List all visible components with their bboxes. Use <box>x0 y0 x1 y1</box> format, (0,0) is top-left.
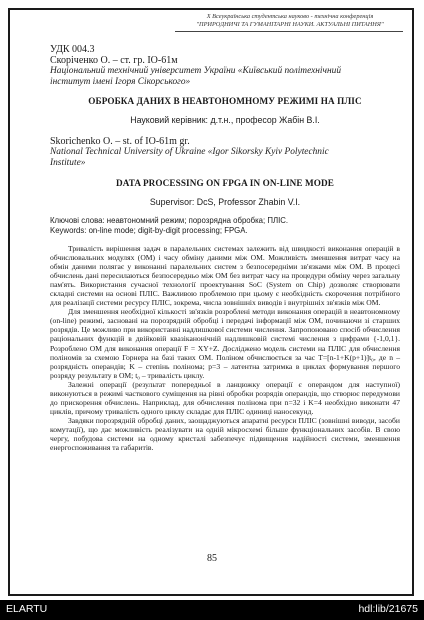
page-number: 85 <box>207 553 217 564</box>
handle-id: hdl:lib/21675 <box>358 603 418 615</box>
supervisor-ua: Науковий керівник: д.т.н., професор Жабін В.І. <box>130 115 320 125</box>
paragraph: Завдяки порозрядній обробці даних, заощаджуються апаратні ресурси ПЛІС (зовнішні виводи, засоби комутації), що дає можливість реалізувати на одній мікросхемі більше функціональних засобів. В свою чергу, побудова системи на одному кристалі забезпечує підвищення надійності системи, зменшення енергоспоживання та габаритів. <box>50 415 400 453</box>
keywords-en: Keywords: on-line mode; digit-by-digit processing; FPGA. <box>50 226 248 235</box>
author-ua: Скоріченко О. – ст. гр. ІО-61м <box>50 55 178 66</box>
article-body <box>50 244 400 452</box>
affiliation-en <box>50 147 400 169</box>
conference-header <box>180 13 400 28</box>
conference-header-line-2: "ПРИРОДНИЧІ ТА ГУМАНІТАРНІ НАУКИ. АКТУАЛЬНІ ПИТАННЯ" <box>196 20 384 28</box>
keywords-ua: Ключові слова: неавтономний режим; порозрядна обробка; ПЛІС. <box>50 216 289 225</box>
affiliation-ua-line-1: Національний технічний університет України «Київський політехнічний <box>50 66 342 76</box>
affiliation-en-line-1: National Technical University of Ukraine «Igor Sikorsky Kyiv Polytechnic <box>50 147 329 157</box>
title-ua: ОБРОБКА ДАНИХ В НЕАВТОНОМНОМУ РЕЖИМІ НА ПЛІС <box>88 96 362 106</box>
title-en: DATA PROCESSING ON FPGA IN ON-LINE MODE <box>116 178 334 188</box>
supervisor-en: Supervisor: DcS, Professor Zhabin V.I. <box>149 197 301 207</box>
udk-code: УДК 004.3 <box>50 44 95 55</box>
paragraph: Залежні операції (результат попередньої в ланцюжку операції є операндом для наступної) виконуються в режимі часткового суміщення на рівні обробки розрядів операндів, що створює передумови до прискорення обчислень. Наприклад, для обчислення полінома при n=32 і K=4 необхідно виконати 47 циклів, причому тривалість одного циклу складає для ПЛІС одиниці наносекунд. <box>50 379 400 416</box>
paragraph: Тривалість вирішення задач в паралельних системах залежить від швидкості виконання операцій в обчислювальних модулях (ОМ) і часу обміну даними між ОМ. Можливість зменшення витрат часу на обмін даними полягає у виконанні паралельних систем з безпосередніми зв'язками між ОМ. В процесі обчислень дані пересилаються безпосередньо між ОМ без витрат часу на процедури обміну через загальну пам'ять. Використання сучасної технології проектування SoC (System on Chip) дозволяє створювати складні системи на основі ПЛІС. Важливою проблемою при цьому є необхідність скорочення потрібного для реалізації системи ресурсу ПЛІС, зокрема, числа зовнішніх виводів і внутрішніх зв'язків між ОМ. <box>50 244 400 308</box>
affiliation-en-line-2: Institute» <box>50 158 86 168</box>
repository-name: ELARTU <box>6 603 48 615</box>
conference-header-line-1: X Всеукраїнська студентська науково - технічна конференція <box>206 13 374 20</box>
affiliation-ua-line-2: інститут імені Ігоря Сікорського» <box>50 77 191 87</box>
paragraph: Для зменшення необхідної кількості зв'язків розроблені методи виконання операцій в неавтономному (on-line) режимі, засновані на порозрядній обробці і передачі інформації між ОМ, починаючи зі старших розрядів. Це можливо при використанні надлишкової системи числення. Запропоновано спосіб обчислення раціональних функцій в двійковій квазіканонічній надлишковій системі числення з цифрами {-1,0,1}. Розроблено ОМ для виконання операції F = XY+Z. Досліджено модель системи на ПЛІС для обчислення поліномів за схемою Горнера на базі таких ОМ. Поліном обчислюється за час T=[n-1+K(p+1)]t₀, де n – розрядність операндів; K – степінь полінома; p=3 – латентна затримка в циклах формування першого розряду результату в ОМ; t₀ – тривалість циклу. <box>50 307 400 380</box>
footer-bar <box>0 600 424 620</box>
header-divider <box>175 31 403 32</box>
author-en: Skorichenko O. – st. of IO-61m gr. <box>50 136 190 147</box>
article <box>50 40 400 452</box>
affiliation-ua <box>50 66 400 88</box>
